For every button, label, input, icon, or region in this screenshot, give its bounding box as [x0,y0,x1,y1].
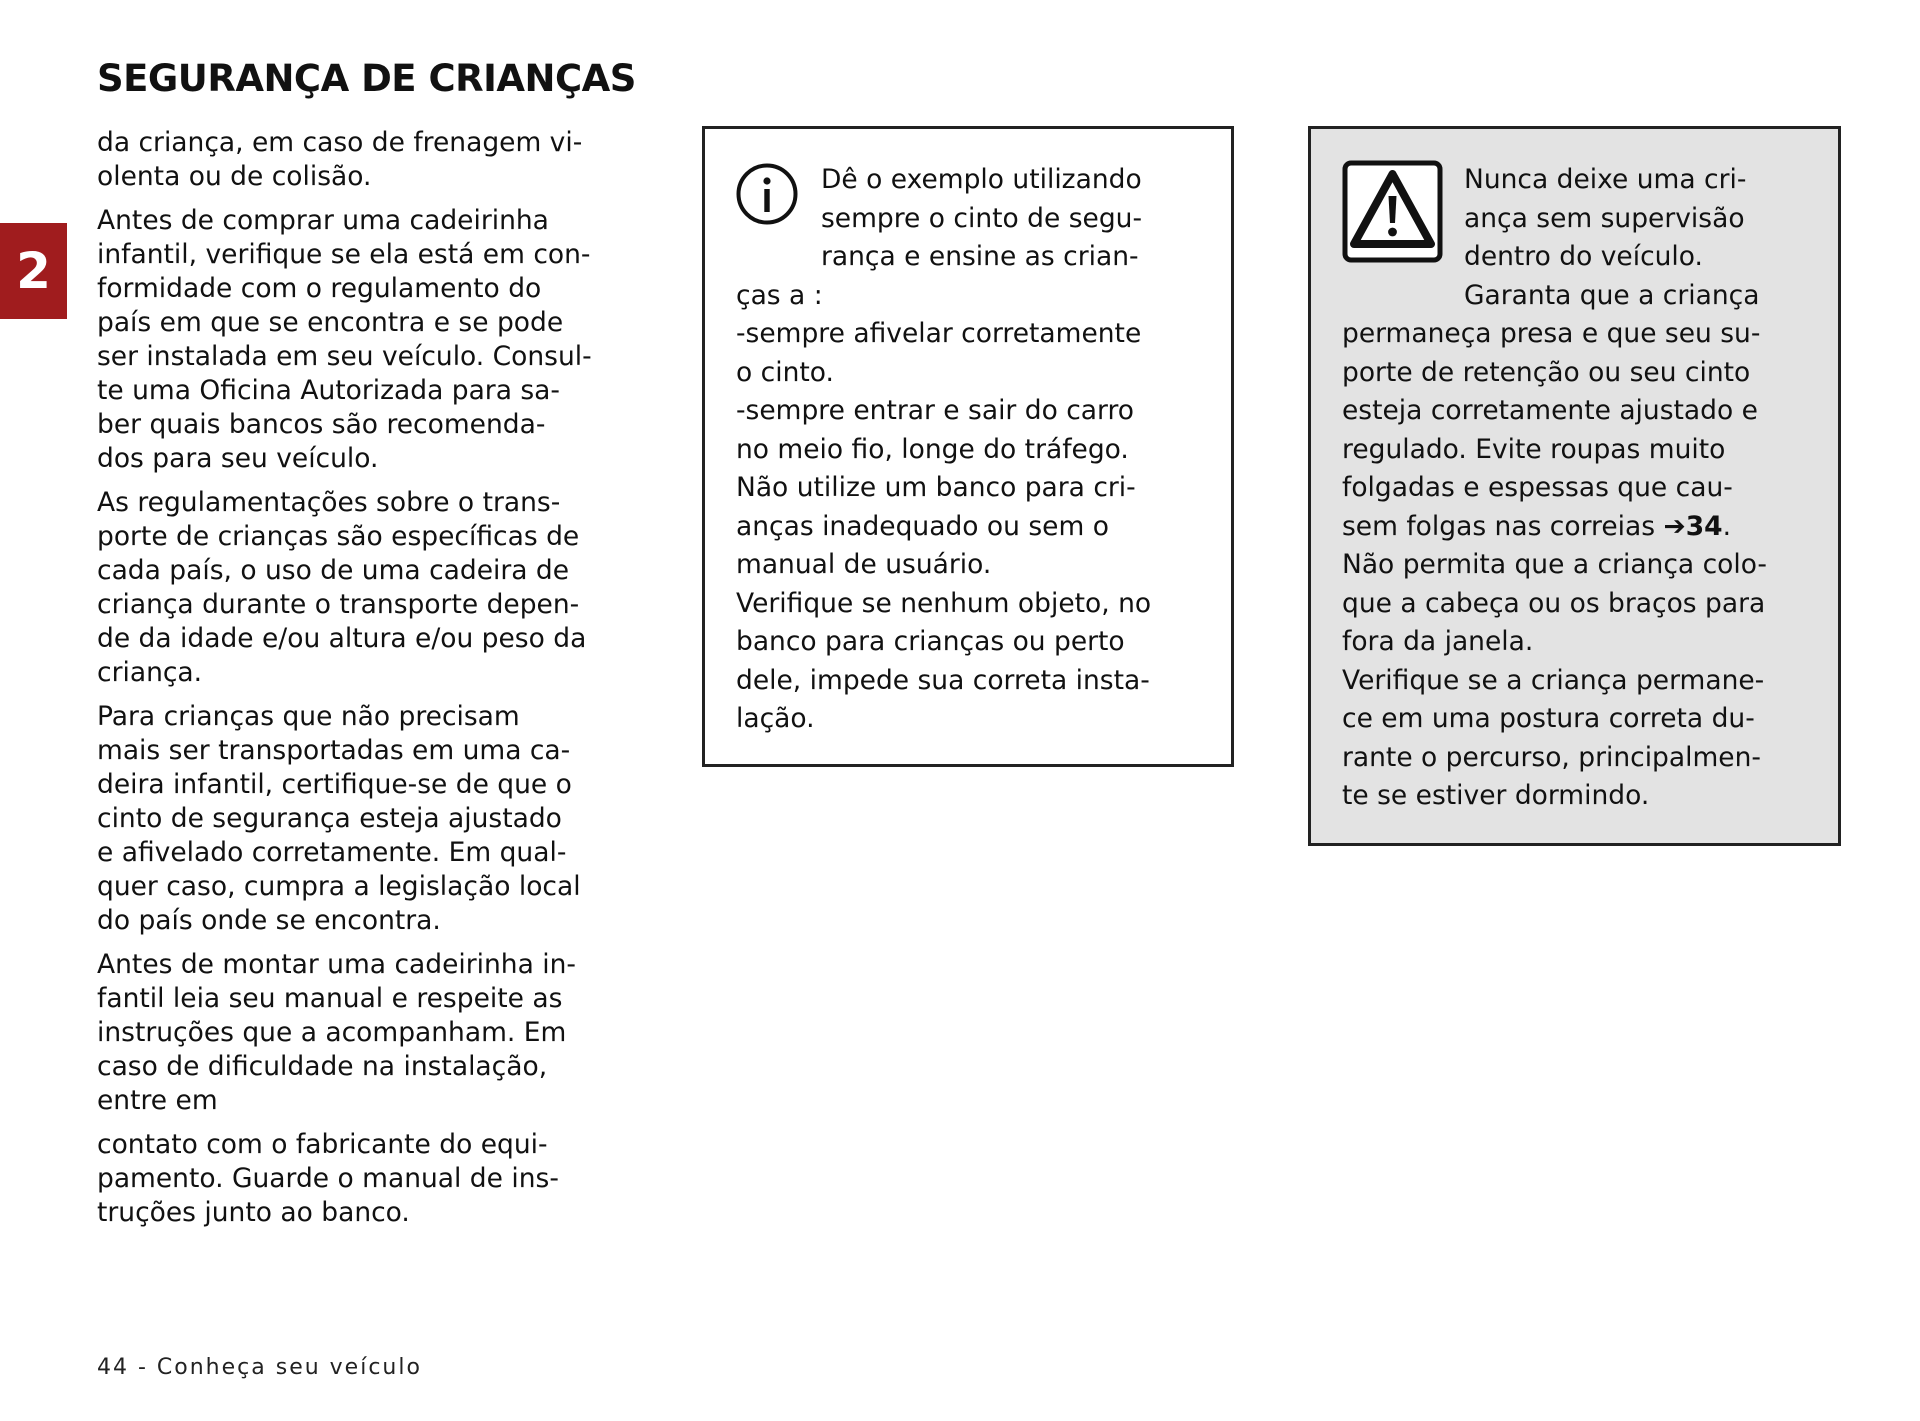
info-line: ças a : [736,279,823,311]
warning-line: fora da janela. [1342,626,1534,657]
info-line: -sempre entrar e sair do carro [736,395,1134,426]
info-line: sempre o cinto de segu- [821,202,1143,234]
warning-line: dentro do veículo. [1464,241,1703,272]
info-text [736,161,1216,739]
warning-line: Verifique se a criança permane- [1342,664,1765,696]
warning-line: que a cabeça ou os braços para [1342,587,1766,619]
paragraph: da criança, em caso de frenagem vi- olenta ou de colisão. [97,127,583,192]
warning-line: regulado. Evite roupas muito [1342,433,1726,465]
warning-text [1342,161,1822,816]
info-line: o cinto. [736,356,834,388]
page-footer: 44 - Conheça seu veículo [97,1355,422,1380]
paragraph: Antes de montar uma cadeirinha in- fantil leia seu manual e respeite as instruções que a acompanham. Em caso de dificuldade na instalação, entre em [97,949,576,1116]
chapter-tab: 2 [0,223,67,319]
warning-line: Garanta que a criança [1464,279,1760,311]
info-line: banco para crianças ou perto [736,626,1125,657]
warning-line: ce em uma postura correta du- [1342,703,1755,734]
page-reference-link[interactable]: 34 [1685,510,1723,542]
warning-line: te se estiver dormindo. [1342,780,1650,811]
page-title: SEGURANÇA DE CRIANÇAS [97,57,636,100]
warning-ref-suffix: . [1722,510,1732,542]
info-line: no meio fio, longe do tráfego. [736,433,1129,465]
warning-box [1308,126,1841,846]
main-text-column [97,126,637,1240]
info-box [702,126,1234,767]
info-line: -sempre afivelar corretamente [736,318,1142,349]
warning-line: ança sem supervisão [1464,202,1745,234]
warning-line: esteja corretamente ajustado e [1342,395,1758,426]
warning-line: permaneça presa e que seu su- [1342,318,1761,349]
info-line: Dê o exemplo utilizando [821,164,1142,195]
warning-line: porte de retenção ou seu cinto [1342,356,1751,388]
paragraph: Para crianças que não precisam mais ser transportadas em uma ca- deira infantil, certifique-se de que o cinto de segurança esteja ajustado e afivelado corretamente. Em qual- quer caso, cumpra a legislação local do país onde se encontra. [97,701,581,936]
warning-ref-prefix: sem folgas nas correias [1342,510,1664,542]
paragraph: As regulamentações sobre o trans- porte de crianças são específicas de cada país, o uso de uma cadeira de criança durante o transporte depen- de da idade e/ou altura e/ou peso da criança. [97,487,587,688]
info-line: anças inadequado ou sem o [736,510,1109,542]
info-line: Verifique se nenhum objeto, no [736,587,1152,619]
info-line: lação. [736,703,815,734]
paragraph: contato com o fabricante do equi- pamento. Guarde o manual de ins- truções junto ao banco. [97,1129,559,1228]
arrow-right-icon: ➔ [1663,510,1686,542]
info-line: rança e ensine as crian- [821,241,1139,272]
warning-line: Nunca deixe uma cri- [1464,164,1747,195]
warning-line: folgadas e espessas que cau- [1342,472,1733,503]
warning-line: Não permita que a criança colo- [1342,549,1767,580]
info-line: Não utilize um banco para cri- [736,472,1136,503]
warning-ref-line [1342,508,1822,547]
info-line: dele, impede sua correta insta- [736,664,1150,696]
warning-line: rante o percurso, principalmen- [1342,741,1761,773]
paragraph: Antes de comprar uma cadeirinha infantil, verifique se ela está em con- formidade com o regulamento do país em que se encontra e se pode ser instalada em seu veículo. Consul- te uma Oficina Autorizada para sa- ber quais bancos são recomenda- dos para seu veículo. [97,205,592,474]
info-line: manual de usuário. [736,549,992,580]
